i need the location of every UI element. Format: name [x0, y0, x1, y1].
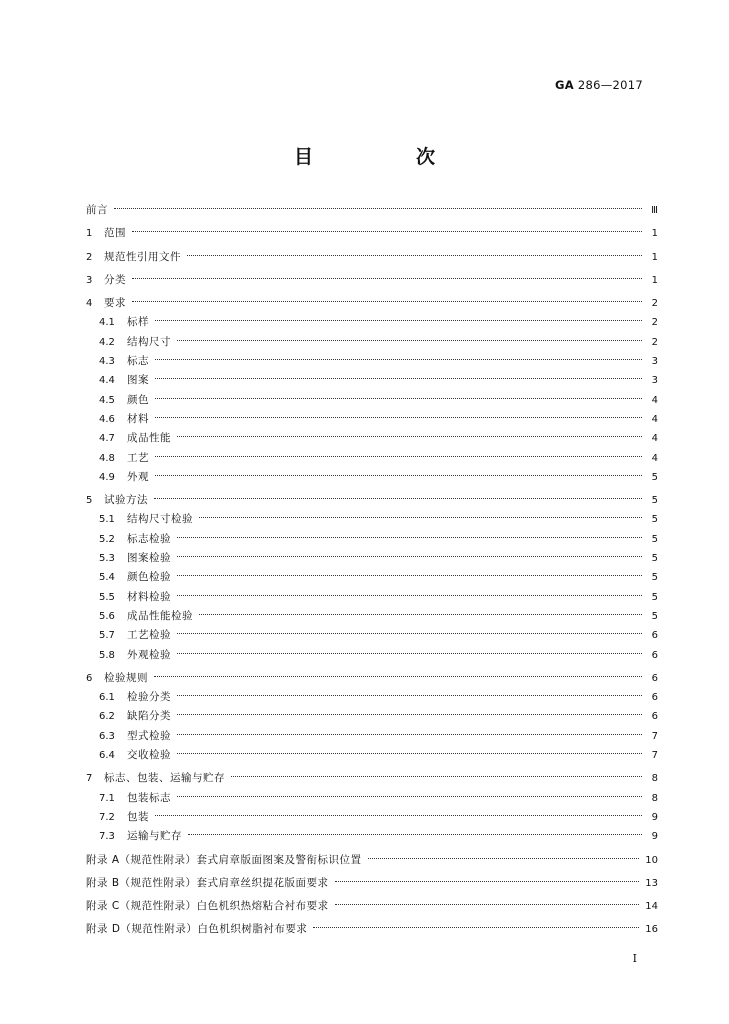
- dot-leader: [313, 927, 639, 928]
- toc-entry[interactable]: [86, 688, 658, 707]
- toc-entry[interactable]: [86, 510, 658, 529]
- toc-entry-label: 附录 B（规范性附录）套式肩章丝织提花版面要求: [86, 876, 329, 889]
- toc-entry-label: 缺陷分类: [127, 710, 171, 723]
- dot-leader: [155, 456, 642, 457]
- toc-entry-page: 9: [651, 831, 658, 843]
- dot-leader: [177, 537, 642, 538]
- dot-leader: [177, 796, 642, 797]
- dot-leader: [177, 753, 642, 754]
- dot-leader: [368, 858, 640, 859]
- toc-entry-label: 结构尺寸检验: [127, 513, 193, 526]
- toc-entry-page: 6: [651, 649, 658, 661]
- toc-entry-label: 附录 D（规范性附录）白色机织树脂衬布要求: [86, 923, 308, 936]
- toc-entry-number: 5: [86, 495, 93, 507]
- toc-entry-number: 7: [86, 773, 93, 785]
- toc-entry-label: 范围: [104, 227, 126, 240]
- toc-entry-number: 7.2: [99, 811, 115, 823]
- dot-leader: [155, 398, 642, 399]
- toc-entry-page: 5: [651, 495, 658, 507]
- toc-entry-page: 5: [651, 610, 658, 622]
- toc-entry[interactable]: [86, 491, 658, 510]
- toc-entry-page: 1: [651, 274, 658, 286]
- dot-leader: [155, 815, 642, 816]
- toc-entry-page: 5: [651, 572, 658, 584]
- toc-entry[interactable]: [86, 646, 658, 665]
- toc-entry-label: 标样: [127, 316, 149, 329]
- toc-entry[interactable]: [86, 352, 658, 371]
- toc-entry-number: 6.3: [99, 730, 115, 742]
- toc-entry-label: 材料: [127, 412, 149, 425]
- toc-entry-label: 外观检验: [127, 648, 171, 661]
- dot-leader: [335, 904, 640, 905]
- dot-leader: [177, 595, 642, 596]
- toc-entry[interactable]: [86, 746, 658, 765]
- toc-entry-page: 5: [651, 533, 658, 545]
- toc-entry[interactable]: [86, 851, 658, 870]
- toc-entry-page: 13: [645, 877, 658, 889]
- dot-leader: [199, 517, 642, 518]
- toc-entry-page: 2: [651, 298, 658, 310]
- toc-entry-page: 5: [651, 514, 658, 526]
- toc-entry-number: 4.1: [99, 317, 115, 329]
- toc-entry-label: 包装: [127, 810, 149, 823]
- toc-entry-number: 4.2: [99, 336, 115, 348]
- toc-entry-number: 4.7: [99, 433, 115, 445]
- dot-leader: [132, 231, 642, 232]
- toc-entry-number: 4: [86, 298, 93, 310]
- toc-entry-page: 1: [651, 251, 658, 263]
- toc-entry-page: 4: [651, 452, 658, 464]
- toc-entry[interactable]: [86, 294, 658, 313]
- toc-entry[interactable]: [86, 313, 658, 332]
- dot-leader: [177, 575, 642, 576]
- toc-entry-number: 4.8: [99, 452, 115, 464]
- toc-entry-label: 材料检验: [127, 590, 171, 603]
- dot-leader: [155, 475, 642, 476]
- toc-entry[interactable]: [86, 789, 658, 808]
- dot-leader: [177, 714, 642, 715]
- toc-entry-label: 标志、包装、运输与贮存: [104, 772, 225, 785]
- toc-entry-label: 图案检验: [127, 552, 171, 565]
- toc-entry-number: 5.1: [99, 514, 115, 526]
- toc-entry-label: 分类: [104, 273, 126, 286]
- toc-entry-label: 成品性能检验: [127, 609, 193, 622]
- toc-entry-number: 4.3: [99, 356, 115, 368]
- dot-leader: [177, 436, 642, 437]
- toc-entry-page: 2: [651, 336, 658, 348]
- toc-entry-page: 9: [651, 811, 658, 823]
- standard-prefix: GA: [554, 78, 574, 92]
- toc-entry-label: 结构尺寸: [127, 335, 171, 348]
- dot-leader: [177, 653, 642, 654]
- toc-entry-label: 规范性引用文件: [104, 250, 181, 263]
- toc-entry-number: 4.6: [99, 413, 115, 425]
- dot-leader: [155, 417, 642, 418]
- toc-entry[interactable]: [86, 391, 658, 410]
- toc-entry[interactable]: [86, 669, 658, 688]
- toc-entry[interactable]: [86, 449, 658, 468]
- toc-entry[interactable]: [86, 429, 658, 448]
- dot-leader: [154, 498, 642, 499]
- dot-leader: [155, 378, 642, 379]
- toc-entry-number: 5.3: [99, 553, 115, 565]
- toc-entry-label: 要求: [104, 297, 126, 310]
- toc-entry-number: 7.3: [99, 831, 115, 843]
- toc-entry[interactable]: [86, 588, 658, 607]
- toc-entry-page: 8: [651, 773, 658, 785]
- toc-entry[interactable]: [86, 271, 658, 290]
- toc-entry-page: 6: [651, 672, 658, 684]
- toc-entry-number: 4.5: [99, 394, 115, 406]
- toc-entry-page: 6: [651, 630, 658, 642]
- toc-entry[interactable]: [86, 530, 658, 549]
- toc-entry-label: 颜色: [127, 393, 149, 406]
- toc-entry-label: 包装标志: [127, 791, 171, 804]
- toc-entry-label: 成品性能: [127, 432, 171, 445]
- toc-entry[interactable]: [86, 201, 658, 220]
- toc-entry[interactable]: [86, 707, 658, 726]
- dot-leader: [155, 359, 642, 360]
- toc-entry[interactable]: [86, 769, 658, 788]
- toc-entry[interactable]: [86, 248, 658, 267]
- dot-leader: [177, 734, 642, 735]
- toc-entry[interactable]: [86, 410, 658, 429]
- toc-entry[interactable]: [86, 224, 658, 243]
- toc-entry-label: 工艺检验: [127, 629, 171, 642]
- toc-entry-number: 1: [86, 228, 93, 240]
- toc-entry-number: 4.4: [99, 375, 115, 387]
- toc-entry[interactable]: [86, 827, 658, 846]
- table-of-contents: [86, 201, 658, 940]
- toc-entry-label: 运输与贮存: [127, 830, 182, 843]
- toc-entry-number: 6.1: [99, 692, 115, 704]
- toc-entry-page: 1: [651, 228, 658, 240]
- toc-entry-number: 5.7: [99, 630, 115, 642]
- toc-entry-page: 2: [651, 317, 658, 329]
- toc-entry-page: 4: [651, 394, 658, 406]
- dot-leader: [177, 556, 642, 557]
- toc-entry-page: 16: [645, 924, 658, 936]
- toc-entry-page: 7: [651, 750, 658, 762]
- toc-entry-label: 检验规则: [104, 671, 148, 684]
- dot-leader: [188, 834, 642, 835]
- toc-entry-label: 附录 A（规范性附录）套式肩章版面图案及警衔标识位置: [86, 853, 362, 866]
- toc-entry-page: 7: [651, 730, 658, 742]
- toc-entry-number: 7.1: [99, 792, 115, 804]
- toc-entry-number: 6: [86, 672, 93, 684]
- toc-entry-page: 4: [651, 413, 658, 425]
- dot-leader: [199, 614, 642, 615]
- toc-entry-number: 5.8: [99, 649, 115, 661]
- toc-entry[interactable]: [86, 607, 658, 626]
- dot-leader: [335, 881, 640, 882]
- toc-entry-number: 3: [86, 274, 93, 286]
- toc-entry-page: 14: [645, 901, 658, 913]
- toc-entry-page: 6: [651, 711, 658, 723]
- toc-entry-label: 试验方法: [104, 494, 148, 507]
- toc-entry[interactable]: [86, 874, 658, 893]
- toc-entry-label: 交收检验: [127, 749, 171, 762]
- toc-entry[interactable]: [86, 897, 658, 916]
- footer-page-number: I: [632, 952, 637, 965]
- toc-entry-page: 5: [651, 553, 658, 565]
- dot-leader: [177, 340, 642, 341]
- toc-entry-page: Ⅲ: [651, 205, 658, 216]
- toc-entry[interactable]: [86, 808, 658, 827]
- toc-entry[interactable]: [86, 568, 658, 587]
- toc-entry-page: 8: [651, 792, 658, 804]
- page-title: 目 次: [293, 146, 477, 168]
- toc-entry[interactable]: [86, 920, 658, 939]
- toc-entry-label: 图案: [127, 374, 149, 387]
- dot-leader: [114, 208, 642, 209]
- dot-leader: [155, 320, 642, 321]
- toc-entry-label: 检验分类: [127, 691, 171, 704]
- toc-entry-label: 工艺: [127, 451, 149, 464]
- dot-leader: [154, 676, 642, 677]
- toc-entry-page: 4: [651, 433, 658, 445]
- toc-entry-page: 3: [651, 356, 658, 368]
- toc-entry-number: 4.9: [99, 471, 115, 483]
- standard-code: [555, 78, 643, 92]
- toc-entry-number: 5.4: [99, 572, 115, 584]
- toc-entry-label: 型式检验: [127, 729, 171, 742]
- toc-entry-page: 6: [651, 692, 658, 704]
- dot-leader: [132, 278, 642, 279]
- toc-entry[interactable]: [86, 549, 658, 568]
- toc-entry-number: 6.4: [99, 750, 115, 762]
- toc-entry[interactable]: [86, 333, 658, 352]
- toc-entry-page: 3: [651, 375, 658, 387]
- toc-entry-label: 附录 C（规范性附录）白色机织热熔粘合衬布要求: [86, 900, 329, 913]
- toc-entry-number: 2: [86, 251, 93, 263]
- toc-entry-label: 颜色检验: [127, 571, 171, 584]
- toc-entry-number: 5.6: [99, 610, 115, 622]
- dot-leader: [177, 633, 642, 634]
- dot-leader: [132, 301, 642, 302]
- standard-number: 286—2017: [577, 78, 643, 92]
- dot-leader: [231, 776, 642, 777]
- toc-entry-page: 5: [651, 591, 658, 603]
- toc-entry[interactable]: [86, 727, 658, 746]
- toc-entry-number: 5.5: [99, 591, 115, 603]
- toc-entry-label: 标志: [127, 355, 149, 368]
- dot-leader: [187, 255, 642, 256]
- toc-entry[interactable]: [86, 626, 658, 645]
- toc-entry-page: 5: [651, 471, 658, 483]
- toc-entry-label: 外观: [127, 470, 149, 483]
- toc-entry[interactable]: [86, 371, 658, 390]
- toc-entry[interactable]: [86, 468, 658, 487]
- toc-entry-page: 10: [645, 854, 658, 866]
- dot-leader: [177, 695, 642, 696]
- toc-entry-label: 前言: [86, 204, 108, 216]
- toc-entry-number: 6.2: [99, 711, 115, 723]
- toc-entry-label: 标志检验: [127, 532, 171, 545]
- toc-entry-number: 5.2: [99, 533, 115, 545]
